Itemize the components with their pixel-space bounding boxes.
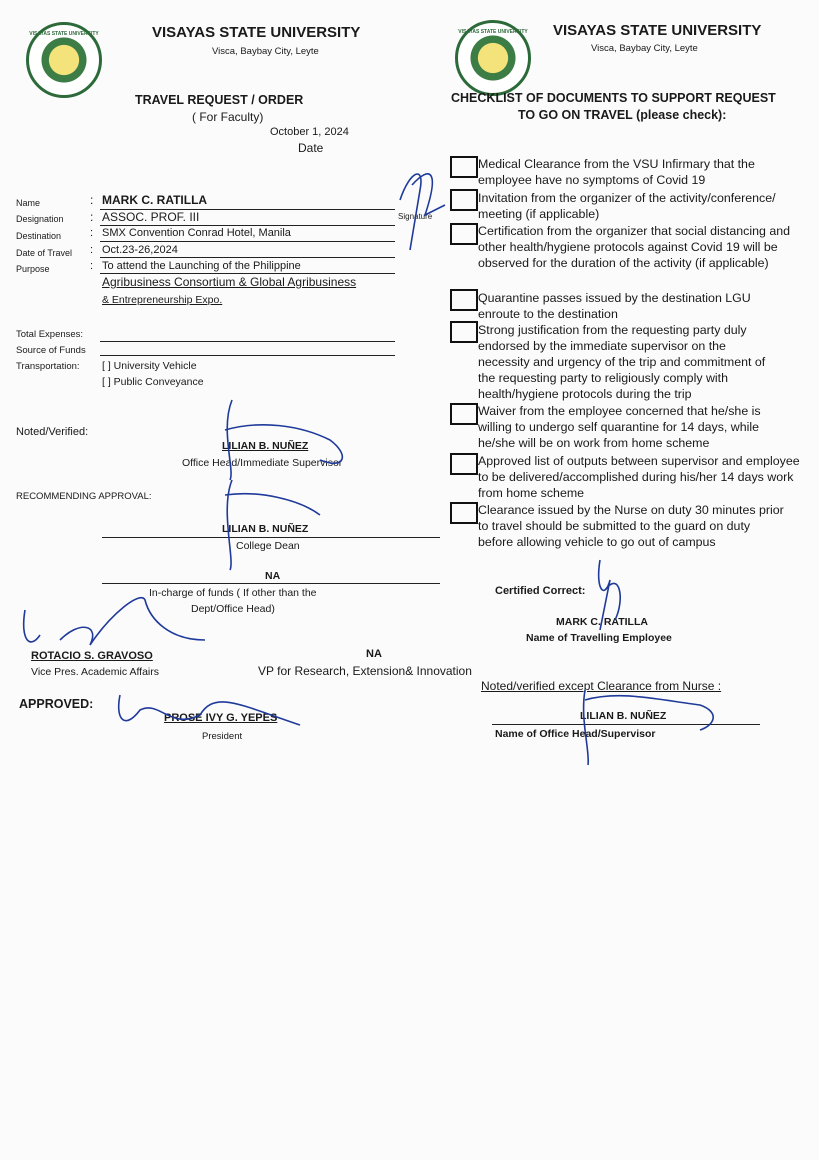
recommending-approval-label: RECOMMENDING APPROVAL: (16, 491, 152, 502)
approved-label: APPROVED: (19, 697, 94, 711)
employee-name: MARK C. RATILLA (556, 616, 648, 628)
signature-label: Signature (398, 212, 433, 221)
source-of-funds-label: Source of Funds (16, 345, 86, 356)
colon: : (90, 260, 94, 272)
name-label: Name (16, 198, 41, 208)
checklist-title-1: CHECKLIST OF DOCUMENTS TO SUPPORT REQUEST (451, 91, 776, 105)
signature-gravoso (24, 598, 205, 645)
checklist-item: Clearance issued by the Nurse on duty 30 minutes prior to travel should be submitted to the guard on duty before allowing vehicle to go out of campus (478, 503, 784, 549)
university-name-right: VISAYAS STATE UNIVERSITY (553, 22, 762, 39)
date-value: October 1, 2024 (270, 126, 349, 138)
president-name: PROSE IVY G. YEPES (164, 712, 278, 724)
checkbox-approved-outputs[interactable] (450, 453, 478, 475)
purpose-line-2: Agribusiness Consortium & Global Agribusiness (102, 275, 357, 289)
certified-correct-label: Certified Correct: (495, 585, 586, 597)
form-title: TRAVEL REQUEST / ORDER (135, 93, 304, 107)
purpose-line-3: & Entrepreneurship Expo. (102, 294, 223, 306)
dean-title: College Dean (236, 540, 300, 552)
colon: : (90, 210, 94, 224)
total-expenses-label: Total Expenses: (16, 329, 84, 340)
funds-incharge-name: NA (265, 570, 281, 582)
checklist-item: Invitation from the organizer of the activity/conference/ meeting (if applicable) (478, 191, 776, 221)
colon: : (90, 193, 94, 207)
transport-public-conveyance[interactable]: [ ] Public Conveyance (102, 376, 204, 388)
university-logo-right: VISAYAS STATE UNIVERSITY (455, 20, 531, 96)
designation-label: Designation (16, 214, 64, 224)
checkbox-quarantine-passes[interactable] (450, 289, 478, 311)
funds-incharge-title-2: Dept/Office Head) (191, 603, 275, 615)
checkbox-justification[interactable] (450, 321, 478, 343)
noted-except-label: Noted/verified except Clearance from Nurse : (481, 679, 722, 693)
checklist-title-2: TO GO ON TRAVEL (please check): (518, 108, 727, 122)
destination-value: SMX Convention Conrad Hotel, Manila (102, 227, 291, 239)
funds-incharge-title-1: In-charge of funds ( If other than the (149, 587, 317, 599)
noted-verified-label: Noted/Verified: (16, 426, 89, 438)
dean-name: LILIAN B. NUÑEZ (222, 523, 309, 535)
colon: : (90, 244, 94, 256)
checklist-item: Quarantine passes issued by the destination LGU enroute to the destination (478, 291, 751, 321)
date-of-travel-value: Oct.23-26,2024 (102, 244, 178, 256)
purpose-label: Purpose (16, 264, 50, 274)
checklist-item: Approved list of outputs between supervisor and employee to be delivered/accomplished during his/her 14 days work from home scheme (478, 454, 800, 500)
name-value: MARK C. RATILLA (102, 193, 208, 207)
university-address-right: Visca, Baybay City, Leyte (591, 43, 698, 54)
checklist-item: Strong justification from the requesting party duly endorsed by the immediate supervisor on the necessity and urgency of the trip and commitment of the requesting party to religiously comply with health/hygiene protocols during the trip (478, 323, 766, 401)
transportation-label: Transportation: (16, 361, 80, 372)
colon: : (90, 227, 94, 239)
form-subtitle: ( For Faculty) (192, 110, 264, 124)
checkbox-waiver[interactable] (450, 403, 478, 425)
checkbox-nurse-clearance[interactable] (450, 502, 478, 524)
checkbox-medical-clearance[interactable] (450, 156, 478, 178)
vp-research-name: NA (366, 648, 382, 660)
vp-academic-name: ROTACIO S. GRAVOSO (31, 650, 153, 662)
vp-research-title: VP for Research, Extension& Innovation (258, 664, 472, 678)
destination-label: Destination (16, 231, 62, 241)
noted-title: Office Head/Immediate Supervisor (182, 457, 343, 469)
checkbox-invitation[interactable] (450, 189, 478, 211)
employee-title: Name of Travelling Employee (526, 632, 672, 644)
president-title: President (202, 731, 243, 742)
designation-value: ASSOC. PROF. III (102, 210, 200, 224)
office-head-name: LILIAN B. NUÑEZ (580, 710, 667, 722)
checklist-item: Waiver from the employee concerned that he/she is willing to undergo self quarantine for 14 days, while he/she will be on work from home scheme (478, 404, 761, 450)
vp-academic-title: Vice Pres. Academic Affairs (31, 666, 160, 678)
date-label: Date (298, 141, 324, 155)
checklist-item: Certification from the organizer that social distancing and other health/hygiene protocols against Covid 19 will be observed for the duration of the activity (if applicable) (478, 224, 790, 270)
checklist-item: Medical Clearance from the VSU Infirmary that the employee have no symptoms of Covid 19 (478, 157, 755, 187)
transport-university-vehicle[interactable]: [ ] University Vehicle (102, 360, 197, 372)
noted-name: LILIAN B. NUÑEZ (222, 440, 309, 452)
university-logo: VISAYAS STATE UNIVERSITY (26, 22, 102, 98)
university-address: Visca, Baybay City, Leyte (212, 46, 319, 57)
purpose-line-1: To attend the Launching of the Philippine (102, 260, 301, 272)
university-name: VISAYAS STATE UNIVERSITY (152, 24, 361, 41)
office-head-title: Name of Office Head/Supervisor (495, 728, 656, 740)
date-of-travel-label: Date of Travel (16, 248, 73, 258)
checkbox-certification[interactable] (450, 223, 478, 245)
